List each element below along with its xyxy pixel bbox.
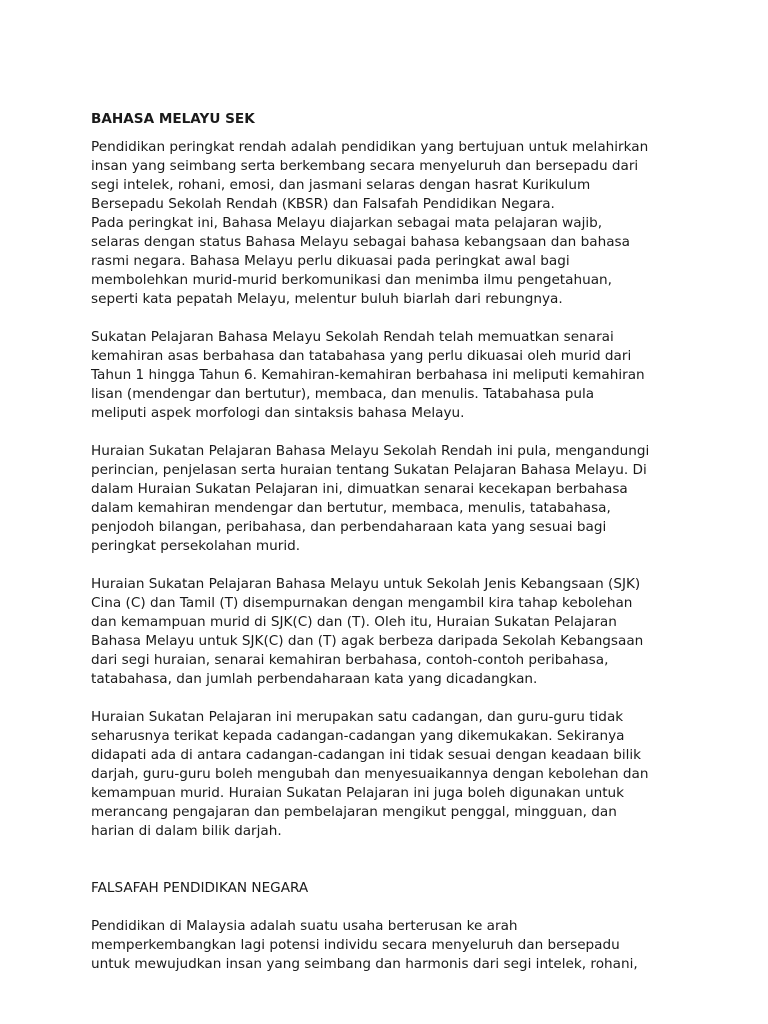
paragraph-spacer [91,556,691,575]
text-line: Huraian Sukatan Pelajaran Bahasa Melayu Sekolah Rendah ini pula, mengandungi [91,443,650,459]
text-line: dalam kemahiran mendengar dan bertutur, membaca, menulis, tatabahasa, [91,500,611,516]
text-line: Sukatan Pelajaran Bahasa Melayu Sekolah Rendah telah memuatkan senarai [91,329,614,345]
paragraph-falsafah [91,917,691,974]
text-line: meliputi aspek morfologi dan sintaksis bahasa Melayu. [91,405,465,421]
text-line: Bahasa Melayu untuk SJK(C) dan (T) agak berbeza daripada Sekolah Kebangsaan [91,633,644,649]
paragraph-intro [91,138,691,309]
text-line: penjodoh bilangan, peribahasa, dan perbendaharaan kata yang sesuai bagi [91,519,607,535]
text-line: Tahun 1 hingga Tahun 6. Kemahiran-kemahiran berbahasa ini meliputi kemahiran [91,367,645,383]
text-line: kemahiran asas berbahasa dan tatabahasa yang perlu dikuasai oleh murid dari [91,348,632,364]
paragraph-spacer [91,423,691,442]
text-line: Pendidikan peringkat rendah adalah pendidikan yang bertujuan untuk melahirkan [91,139,649,155]
text-line: seperti kata pepatah Melayu, melentur buluh biarlah dari rebungnya. [91,291,563,307]
paragraph-cadangan [91,708,691,841]
text-line: Pendidikan di Malaysia adalah suatu usaha berterusan ke arah [91,918,518,934]
text-line: selaras dengan status Bahasa Melayu sebagai bahasa kebangsaan dan bahasa [91,234,630,250]
text-line: merancang pengajaran dan pembelajaran mengikut penggal, mingguan, dan [91,804,617,820]
paragraph-huraian [91,442,691,556]
text-line: Huraian Sukatan Pelajaran Bahasa Melayu untuk Sekolah Jenis Kebangsaan (SJK) [91,576,641,592]
text-line: Cina (C) dan Tamil (T) disempurnakan dengan mengambil kira tahap kebolehan [91,595,633,611]
text-line: darjah, guru-guru boleh mengubah dan menyesuaikannya dengan kebolehan dan [91,766,649,782]
text-line: dalam Huraian Sukatan Pelajaran ini, dimuatkan senarai kecekapan berbahasa [91,481,628,497]
text-line: seharusnya terikat kepada cadangan-cadangan yang dikemukakan. Sekiranya [91,728,625,744]
text-line: kemampuan murid. Huraian Sukatan Pelajaran ini juga boleh digunakan untuk [91,785,625,801]
text-line: Huraian Sukatan Pelajaran ini merupakan satu cadangan, dan guru-guru tidak [91,709,624,725]
text-line: perincian, penjelasan serta huraian tentang Sukatan Pelajaran Bahasa Melayu. Di [91,462,647,478]
text-line: Bersepadu Sekolah Rendah (KBSR) dan Falsafah Pendidikan Negara. [91,196,555,212]
section-title: FALSAFAH PENDIDIKAN NEGARA [91,880,309,896]
text-line: untuk mewujudkan insan yang seimbang dan harmonis dari segi intelek, rohani, [91,956,638,972]
paragraph-sukatan [91,328,691,423]
text-line: segi intelek, rohani, emosi, dan jasmani selaras dengan hasrat Kurikulum [91,177,591,193]
text-line: insan yang seimbang serta berkembang secara menyeluruh dan bersepadu dari [91,158,639,174]
text-line: dari segi huraian, senarai kemahiran berbahasa, contoh-contoh peribahasa, [91,652,609,668]
text-line: tatabahasa, dan jumlah perbendaharaan kata yang dicadangkan. [91,671,538,687]
document-title: BAHASA MELAYU SEK [91,111,255,127]
paragraph-sjk [91,575,691,689]
paragraph-spacer [91,898,691,917]
text-line: didapati ada di antara cadangan-cadangan ini tidak sesuai dengan keadaan bilik [91,747,642,763]
text-line: rasmi negara. Bahasa Melayu perlu dikuasai pada peringkat awal bagi [91,253,570,269]
text-line: Pada peringkat ini, Bahasa Melayu diajarkan sebagai mata pelajaran wajib, [91,215,603,231]
text-line: memperkembangkan lagi potensi individu secara menyeluruh dan bersepadu [91,937,620,953]
text-line: dan kemampuan murid di SJK(C) dan (T). Oleh itu, Huraian Sukatan Pelajaran [91,614,617,630]
text-line: lisan (mendengar dan bertutur), membaca, dan menulis. Tatabahasa pula [91,386,595,402]
text-line: harian di dalam bilik darjah. [91,823,282,839]
section-spacer [91,841,691,879]
paragraph-spacer [91,689,691,708]
paragraph-spacer [91,309,691,328]
document-body [91,110,691,974]
text-line: membolehkan murid-murid berkomunikasi dan menimba ilmu pengetahuan, [91,272,612,288]
text-line: peringkat persekolahan murid. [91,538,301,554]
